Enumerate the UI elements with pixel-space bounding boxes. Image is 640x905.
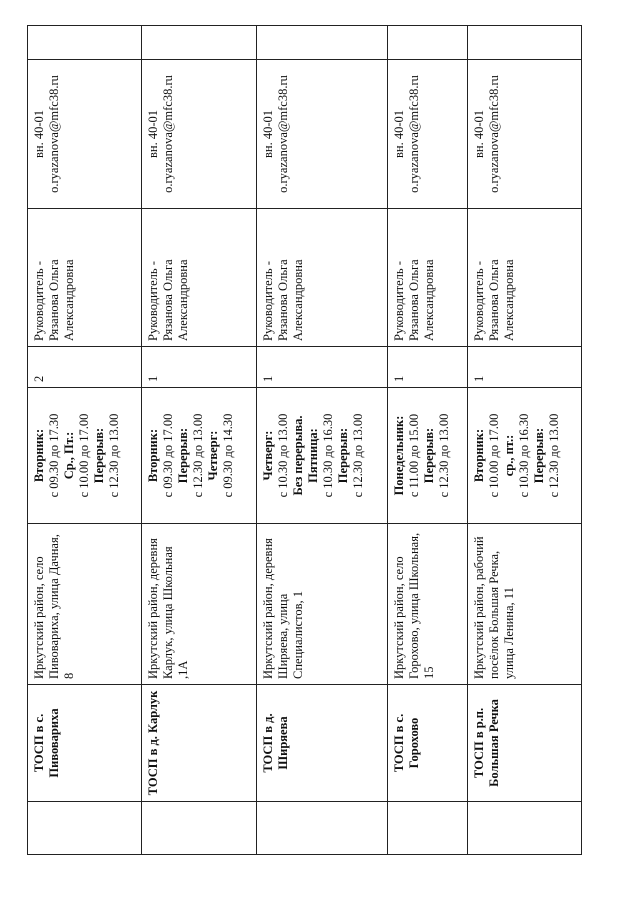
hours-line: с 10.30 до 16.30 — [516, 413, 531, 498]
contact-cell — [28, 60, 142, 209]
hours-line: Вторник: — [146, 428, 161, 483]
hours-line: Четверг: — [260, 430, 275, 481]
table-row — [142, 26, 256, 855]
hours-line: с 10.30 до 13.00 — [275, 413, 290, 498]
phone-text: вн. 40-01 — [146, 110, 161, 159]
address-cell: Иркутский район, деревня Ширяева, улица Специалистов, 1 — [256, 524, 388, 685]
hours-line: Перерыв: — [422, 427, 437, 484]
hours-line: Перерыв: — [335, 427, 350, 484]
empty-cell — [467, 26, 581, 60]
empty-cell — [388, 802, 468, 855]
empty-cell — [467, 802, 581, 855]
office-name-cell: ТОСП в с. Пивоварихa — [28, 685, 142, 802]
hours-cell — [467, 388, 581, 524]
office-name-cell: ТОСП в д. Карлук — [142, 685, 256, 802]
hours-line: с 12.30 до 13.00 — [546, 413, 561, 498]
table-row — [467, 26, 581, 855]
hours-line: с 10.00 до 17.00 — [77, 413, 91, 498]
email-text: o.ryazanova@mfc38.ru — [47, 75, 61, 193]
hours-line: ср., пт.: — [501, 434, 516, 477]
contact-cell — [388, 60, 468, 209]
contact-cell — [142, 60, 256, 209]
hours-line: Перерыв: — [176, 427, 191, 484]
table-row — [388, 26, 468, 855]
hours-line: с 12.30 до 13.00 — [191, 413, 206, 498]
empty-cell — [388, 26, 468, 60]
hours-line: с 12.30 до 13.00 — [107, 413, 121, 498]
windows-count-cell: 2 — [28, 347, 142, 388]
table-row — [256, 26, 388, 855]
hours-line: Понедельник: — [392, 415, 407, 496]
address-cell: Иркутский район, село Пивовариха, улица Дачная, 8 — [28, 524, 142, 685]
hours-cell — [28, 388, 142, 524]
hours-line: Четверг: — [206, 430, 221, 481]
empty-cell — [256, 802, 388, 855]
email-text: o.ryazanova@mfc38.ru — [161, 75, 176, 193]
rotated-table-wrapper — [27, 25, 582, 855]
phone-text: вн. 40-01 — [32, 110, 46, 159]
address-cell: Иркутский район, село Горохово, улица Школьная, 15 — [388, 524, 468, 685]
office-name-cell: ТОСП в с. Горохово — [388, 685, 468, 802]
windows-count-cell: 1 — [142, 347, 256, 388]
email-text: o.ryazanova@mfc38.ru — [486, 75, 501, 193]
hours-line: Перерыв: — [531, 427, 546, 484]
email-text: o.ryazanova@mfc38.ru — [275, 75, 290, 193]
head-cell: Руководитель - Рязанова Ольга Александровна — [388, 209, 468, 347]
table-row — [28, 26, 142, 855]
hours-line: с 10.00 до 17.00 — [486, 413, 501, 498]
office-name-cell: ТОСП в р.п. Большая Речка — [467, 685, 581, 802]
hours-line: с 12.30 до 13.00 — [437, 413, 452, 498]
head-cell: Руководитель - Рязанова Ольга Александровна — [467, 209, 581, 347]
empty-cell — [28, 802, 142, 855]
hours-line: с 12.30 до 13.00 — [350, 413, 365, 498]
hours-cell — [388, 388, 468, 524]
contact-cell — [256, 60, 388, 209]
hours-cell — [142, 388, 256, 524]
hours-line: Ср., Пт.: — [62, 431, 76, 480]
schedule-table — [27, 25, 582, 855]
windows-count-cell: 1 — [388, 347, 468, 388]
phone-text: вн. 40-01 — [471, 110, 486, 159]
schedule-table-body — [28, 26, 582, 855]
office-name-cell: ТОСП в д. Ширяева — [256, 685, 388, 802]
hours-line: с 11.00 до 15.00 — [407, 413, 422, 498]
address-cell: Иркутский район, деревня Карлук, улица Школьная ,1А — [142, 524, 256, 685]
phone-text: вн. 40-01 — [392, 110, 407, 159]
hours-line: с 09.30 до 17.00 — [161, 413, 176, 498]
hours-line: Вторник: — [32, 428, 46, 483]
address-cell: Иркутский район, рабочий посёлок Большая Речка, улица Ленина, 11 — [467, 524, 581, 685]
empty-cell — [256, 26, 388, 60]
head-cell: Руководитель - Рязанова Ольга Александровна — [142, 209, 256, 347]
empty-cell — [28, 26, 142, 60]
hours-line: с 10.30 до 16.30 — [320, 413, 335, 498]
email-text: o.ryazanova@mfc38.ru — [407, 75, 422, 193]
contact-cell — [467, 60, 581, 209]
hours-line: Пятница: — [305, 428, 320, 483]
hours-line: с 09.30 до 14.30 — [221, 413, 236, 498]
hours-cell — [256, 388, 388, 524]
hours-line: Перерыв: — [92, 427, 106, 484]
head-cell: Руководитель - Рязанова Ольга Александровна — [28, 209, 142, 347]
hours-line: Вторник: — [471, 428, 486, 483]
hours-line: Без перерыва. — [290, 415, 305, 496]
empty-cell — [142, 26, 256, 60]
empty-cell — [142, 802, 256, 855]
phone-text: вн. 40-01 — [260, 110, 275, 159]
windows-count-cell: 1 — [256, 347, 388, 388]
head-cell: Руководитель - Рязанова Ольга Александровна — [256, 209, 388, 347]
windows-count-cell: 1 — [467, 347, 581, 388]
hours-line: с 09.30 до 17.30 — [47, 413, 61, 498]
